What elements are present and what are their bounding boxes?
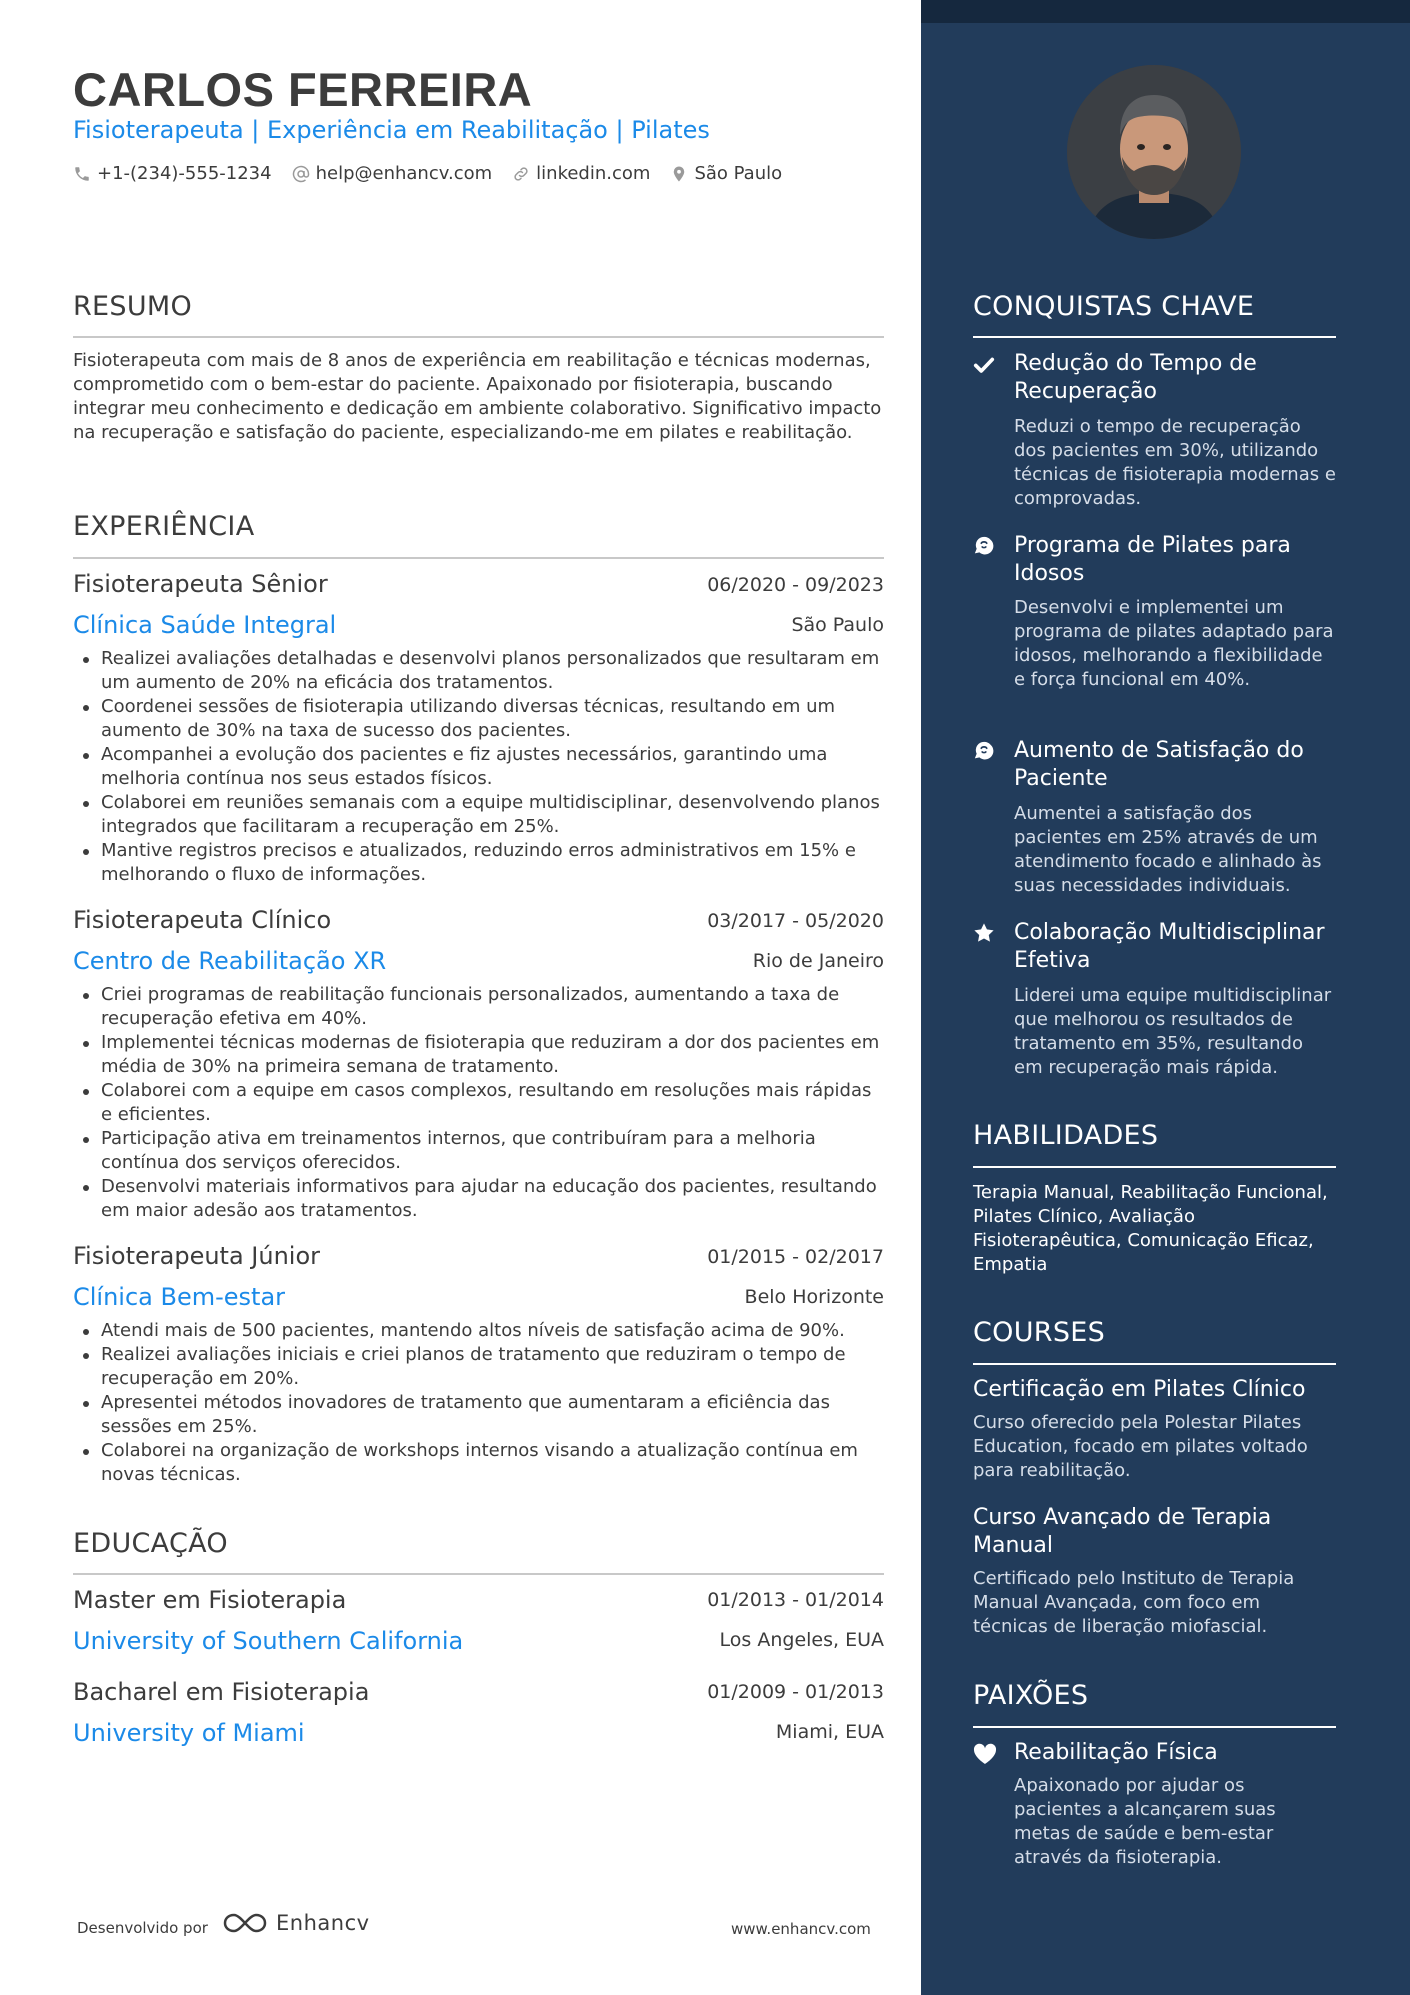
- achievement-desc: Desenvolvi e implementei um programa de pilates adaptado para idosos, melhorando a flexibilidade e força funcional em 40%.: [1014, 597, 1334, 690]
- education-degree: Bacharel em Fisioterapia: [73, 1678, 370, 1706]
- education-dates: 01/2013 - 01/2014: [707, 1589, 884, 1611]
- experience-heading: EXPERIÊNCIA: [73, 511, 255, 542]
- email-text: help@enhancv.com: [315, 163, 493, 184]
- achievement-title: Redução do Tempo de Recuperação: [1014, 351, 1257, 404]
- contact-email[interactable]: [292, 163, 493, 184]
- heart-icon: [973, 1743, 997, 1765]
- location-pin-icon: [670, 165, 688, 183]
- job-location: Rio de Janeiro: [752, 950, 884, 972]
- job-location: Belo Horizonte: [744, 1286, 884, 1308]
- bullet-item: Implementei técnicas modernas de fisioterapia que reduziram a dor dos pacientes em média de 30% na primeira semana de tratamento.: [73, 1031, 884, 1079]
- phone-icon: [73, 165, 91, 183]
- footer-url[interactable]: www.enhancv.com: [731, 1920, 871, 1938]
- education-location: Miami, EUA: [775, 1721, 884, 1743]
- contact-phone[interactable]: [73, 163, 272, 184]
- job-bullets: [73, 647, 884, 887]
- education-school[interactable]: University of Miami: [73, 1719, 305, 1747]
- contact-location: [670, 163, 782, 184]
- job-location: São Paulo: [791, 614, 884, 636]
- courses-divider: [973, 1363, 1336, 1365]
- course-desc: Curso oferecido pela Polestar Pilates Education, focado em pilates voltado para reabilitação.: [973, 1412, 1308, 1481]
- skills-heading: HABILIDADES: [973, 1120, 1159, 1151]
- bullet-item: Colaborei na organização de workshops internos visando a atualização contínua em novas técnicas.: [73, 1439, 884, 1487]
- education-dates: 01/2009 - 01/2013: [707, 1681, 884, 1703]
- job-company[interactable]: Clínica Bem-estar: [73, 1283, 286, 1311]
- achievement-desc: Liderei uma equipe multidisciplinar que melhorou os resultados de tratamento em 35%, resultando em recuperação mais rápida.: [1014, 985, 1332, 1078]
- job-role: Fisioterapeuta Júnior: [73, 1242, 321, 1270]
- achievement-title: Aumento de Satisfação do Paciente: [1014, 738, 1304, 791]
- job-bullets: [73, 983, 884, 1223]
- job-role: Fisioterapeuta Clínico: [73, 906, 332, 934]
- course-title: Certificação em Pilates Clínico: [973, 1377, 1306, 1402]
- linkedin-text: linkedin.com: [536, 163, 651, 184]
- brain-icon: [973, 740, 995, 762]
- summary-divider: [73, 336, 884, 338]
- achievement-title: Colaboração Multidisciplinar Efetiva: [1014, 920, 1325, 973]
- footer-logo[interactable]: [222, 1911, 370, 1935]
- achievement-desc: Aumentei a satisfação dos pacientes em 25% através de um atendimento focado e alinhado às suas necessidades individuais.: [1014, 803, 1322, 896]
- education-heading: EDUCAÇÃO: [73, 1528, 228, 1559]
- achievements-divider: [973, 336, 1336, 338]
- contact-linkedin[interactable]: [512, 163, 650, 184]
- bullet-item: Realizei avaliações detalhadas e desenvolvi planos personalizados que resultaram em um aumento de 20% na eficácia dos tratamentos.: [73, 647, 884, 695]
- bullet-item: Atendi mais de 500 pacientes, mantendo altos níveis de satisfação acima de 90%.: [73, 1319, 884, 1343]
- job-dates: 03/2017 - 05/2020: [707, 910, 884, 932]
- education-school[interactable]: University of Southern California: [73, 1627, 464, 1655]
- contact-bar: [73, 163, 802, 184]
- education-degree: Master em Fisioterapia: [73, 1586, 347, 1614]
- location-text: São Paulo: [694, 163, 783, 184]
- bullet-item: Apresentei métodos inovadores de tratamento que aumentaram a eficiência das sessões em 25%.: [73, 1391, 884, 1439]
- skills-divider: [973, 1166, 1336, 1168]
- summary-text: Fisioterapeuta com mais de 8 anos de experiência em reabilitação e técnicas modernas, comprometido com o bem-estar do paciente. Apaixonado por fisioterapia, buscando integrar meu conhecimento e dedicação em ambiente colaborativo. Significativo impacto na recuperação e satisfação do paciente, especializando-me em pilates e reabilitação.: [73, 350, 882, 443]
- bullet-item: Acompanhei a evolução dos pacientes e fiz ajustes necessários, garantindo uma melhoria contínua nos seus estados físicos.: [73, 743, 884, 791]
- achievement-title: Programa de Pilates para Idosos: [1014, 533, 1291, 586]
- bullet-item: Participação ativa em treinamentos internos, que contribuíram para a melhoria contínua dos serviços oferecidos.: [73, 1127, 884, 1175]
- courses-heading: COURSES: [973, 1317, 1106, 1348]
- bullet-item: Colaborei com a equipe em casos complexos, resultando em resoluções mais rápidas e eficientes.: [73, 1079, 884, 1127]
- footer-developed-by: Desenvolvido por: [77, 1919, 208, 1937]
- job-role: Fisioterapeuta Sênior: [73, 570, 328, 598]
- enhancv-logo-icon: [222, 1911, 268, 1935]
- passions-divider: [973, 1726, 1336, 1728]
- bullet-item: Colaborei em reuniões semanais com a equipe multidisciplinar, desenvolvendo planos integrados que facilitaram a recuperação em 25%.: [73, 791, 884, 839]
- summary-heading: RESUMO: [73, 291, 193, 322]
- check-icon: [973, 354, 995, 376]
- bullet-item: Criei programas de reabilitação funcionais personalizados, aumentando a taxa de recuperação efetiva em 40%.: [73, 983, 884, 1031]
- footer-brand: Enhancv: [276, 1911, 370, 1935]
- skills-text: Terapia Manual, Reabilitação Funcional, Pilates Clínico, Avaliação Fisioterapêutica, Comunicação Eficaz, Empatia: [973, 1182, 1328, 1275]
- passion-title: Reabilitação Física: [1014, 1740, 1218, 1765]
- link-icon: [512, 165, 530, 183]
- achievement-desc: Reduzi o tempo de recuperação dos pacientes em 30%, utilizando técnicas de fisioterapia modernas e comprovadas.: [1014, 416, 1336, 509]
- passions-heading: PAIXÕES: [973, 1680, 1089, 1711]
- star-icon: [973, 922, 995, 944]
- job-bullets: [73, 1319, 884, 1487]
- job-dates: 06/2020 - 09/2023: [707, 574, 884, 596]
- education-divider: [73, 1573, 884, 1575]
- brain-icon: [973, 535, 995, 557]
- achievements-heading: CONQUISTAS CHAVE: [973, 291, 1255, 322]
- candidate-name: CARLOS FERREIRA: [73, 63, 533, 116]
- passion-desc: Apaixonado por ajudar os pacientes a alcançarem suas metas de saúde e bem-estar através da fisioterapia.: [1014, 1775, 1276, 1868]
- bullet-item: Mantive registros precisos e atualizados, reduzindo erros administrativos em 15% e melhorando o fluxo de informações.: [73, 839, 884, 887]
- bullet-item: Realizei avaliações iniciais e criei planos de tratamento que reduziram o tempo de recuperação em 20%.: [73, 1343, 884, 1391]
- education-location: Los Angeles, EUA: [719, 1629, 884, 1651]
- bullet-item: Coordenei sessões de fisioterapia utilizando diversas técnicas, resultando em um aumento de 30% na taxa de sucesso dos pacientes.: [73, 695, 884, 743]
- profile-photo-icon: [1067, 65, 1241, 239]
- course-desc: Certificado pelo Instituto de Terapia Manual Avançada, com foco em técnicas de liberação miofascial.: [973, 1568, 1295, 1637]
- job-company[interactable]: Centro de Reabilitação XR: [73, 947, 387, 975]
- job-dates: 01/2015 - 02/2017: [707, 1246, 884, 1268]
- phone-text: +1-(234)-555-1234: [97, 163, 272, 184]
- bullet-item: Desenvolvi materiais informativos para ajudar na educação dos pacientes, resultando em maior adesão aos tratamentos.: [73, 1175, 884, 1223]
- job-company[interactable]: Clínica Saúde Integral: [73, 611, 337, 639]
- at-icon: [292, 165, 310, 183]
- course-title: Curso Avançado de Terapia Manual: [973, 1505, 1272, 1558]
- headline: Fisioterapeuta | Experiência em Reabilitação | Pilates: [73, 116, 710, 144]
- avatar: [1067, 65, 1241, 239]
- sidebar-top-bar: [921, 0, 1410, 23]
- experience-divider: [73, 557, 884, 559]
